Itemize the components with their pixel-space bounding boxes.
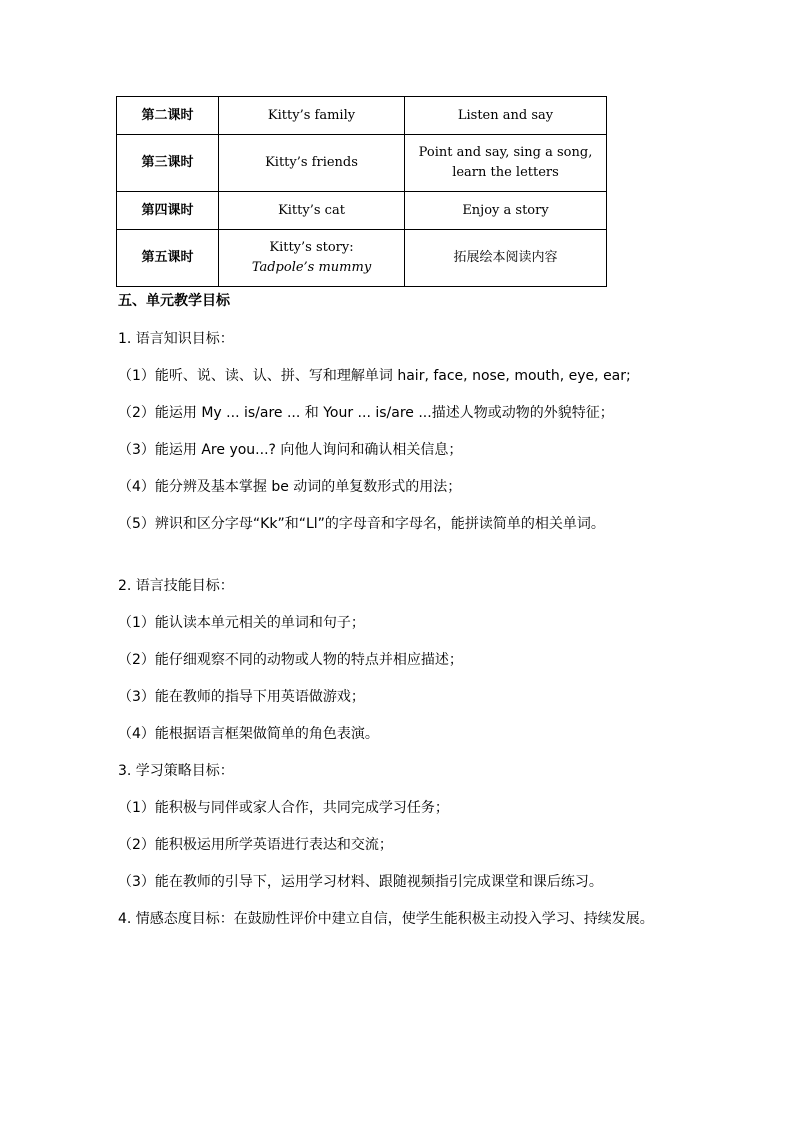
lesson-topic-line: Kitty’s story:: [269, 240, 354, 255]
lesson-content-line: learn the letters: [452, 165, 559, 180]
lesson-number-cell: 第四课时: [117, 192, 219, 230]
goal-item: （1）能积极与同伴或家人合作，共同完成学习任务；: [118, 800, 449, 816]
goal-item: （1）能认读本单元相关的单词和句子；: [118, 615, 365, 631]
strategy-goals-title: 3. 学习策略目标：: [118, 763, 234, 779]
knowledge-goals-title: 1. 语言知识目标：: [118, 331, 234, 347]
lesson-schedule-table: [116, 96, 607, 287]
goal-item: （3）能在教师的引导下，运用学习材料、跟随视频指引完成课堂和课后练习。: [118, 874, 603, 890]
table-row: [117, 230, 607, 287]
lesson-content-cell: [405, 135, 607, 192]
goal-item: （2）能仔细观察不同的动物或人物的特点并相应描述；: [118, 652, 463, 668]
lesson-topic-cell: Kitty’s cat: [219, 192, 405, 230]
lesson-number-cell: 第二课时: [117, 97, 219, 135]
section-heading: 五、单元教学目标: [118, 293, 230, 309]
table-row: [117, 192, 607, 230]
goal-item: （3）能运用 Are you...? 向他人询问和确认相关信息；: [118, 442, 463, 458]
lesson-topic-cell: Kitty’s family: [219, 97, 405, 135]
attitude-goals-text: 4. 情感态度目标：在鼓励性评价中建立自信，使学生能积极主动投入学习、持续发展。: [118, 911, 654, 927]
goal-item: （5）辨识和区分字母“Kk”和“Ll”的字母音和字母名，能拼读简单的相关单词。: [118, 516, 605, 532]
lesson-content-line: Point and say, sing a song,: [418, 145, 593, 160]
table-row: [117, 97, 607, 135]
lesson-content-cell: Enjoy a story: [405, 192, 607, 230]
goal-item: （3）能在教师的指导下用英语做游戏；: [118, 689, 365, 705]
goal-item: （2）能积极运用所学英语进行表达和交流；: [118, 837, 393, 853]
goal-item: （1）能听、说、读、认、拼、写和理解单词 hair, face, nose, mouth, eye, ear;: [118, 368, 631, 384]
table-row: [117, 135, 607, 192]
lesson-content-cell: 拓展绘本阅读内容: [405, 230, 607, 287]
skills-goals-title: 2. 语言技能目标：: [118, 578, 234, 594]
goal-item: （2）能运用 My ... is/are ... 和 Your ... is/are ...描述人物或动物的外貌特征；: [118, 405, 614, 421]
lesson-topic-cell: [219, 230, 405, 287]
lesson-topic-title: Tadpole’s mummy: [251, 260, 372, 275]
lesson-content-cell: Listen and say: [405, 97, 607, 135]
lesson-topic-cell: Kitty’s friends: [219, 135, 405, 192]
lesson-number-cell: 第三课时: [117, 135, 219, 192]
goal-item: （4）能根据语言框架做简单的角色表演。: [118, 726, 379, 742]
lesson-number-cell: 第五课时: [117, 230, 219, 287]
goal-item: （4）能分辨及基本掌握 be 动词的单复数形式的用法；: [118, 479, 462, 495]
